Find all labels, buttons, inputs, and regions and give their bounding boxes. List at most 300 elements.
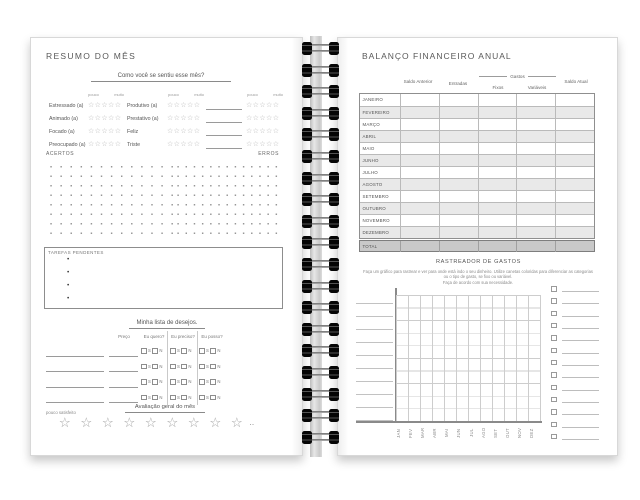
spiral-coil <box>302 193 339 206</box>
table-cell <box>439 203 478 214</box>
wishlist-price-line <box>109 387 138 388</box>
star-icons: ☆☆☆☆☆ <box>88 128 122 135</box>
table-cell <box>516 119 555 130</box>
coil-wire <box>310 244 331 246</box>
spiral-coil <box>302 431 339 444</box>
coil-wire <box>310 303 331 305</box>
legend-blank-line <box>562 340 599 341</box>
checkbox-yes <box>199 379 205 385</box>
coil-wire <box>310 174 331 176</box>
month-label: MARÇO <box>362 122 380 127</box>
coil-cap <box>329 172 339 185</box>
table-cell <box>400 107 439 118</box>
coil-cap <box>302 258 312 271</box>
no-label: N <box>188 348 192 354</box>
spiral-coil <box>302 42 339 55</box>
checkbox-no <box>152 395 158 401</box>
value-line <box>356 408 393 421</box>
legend-item <box>551 434 603 442</box>
table-cell <box>516 131 555 142</box>
no-label: N <box>188 379 192 385</box>
table-cell <box>555 94 594 106</box>
table-cell <box>478 241 517 252</box>
star-icon: ☆ <box>230 415 243 430</box>
wishlist-item-line <box>46 402 104 403</box>
value-line <box>356 382 393 395</box>
yes-label: S <box>148 379 151 385</box>
table-cell <box>400 191 439 202</box>
value-line <box>356 330 393 343</box>
table-cell <box>516 155 555 166</box>
coil-wire <box>310 238 331 240</box>
coil-cap <box>302 366 312 379</box>
table-cell <box>555 215 594 226</box>
wishlist-price-line <box>109 402 138 403</box>
legend-blank-line <box>562 377 599 378</box>
coil-wire <box>310 282 331 284</box>
coil-wire <box>310 66 331 68</box>
star-icons: ☆☆☆☆☆ <box>167 141 201 148</box>
wishlist-item-line <box>46 387 104 388</box>
coil-cap <box>302 172 312 185</box>
rating-heading: Avaliação geral do mês <box>125 404 205 413</box>
right-page <box>337 37 618 456</box>
checkbox-yes <box>141 395 147 401</box>
coil-wire <box>310 50 331 52</box>
mood-blank-line <box>206 114 242 123</box>
coil-wire <box>310 93 331 95</box>
gastos-dash-line <box>479 76 507 77</box>
axis-month-label: FEV <box>408 428 414 438</box>
checkbox-yes <box>170 348 176 354</box>
scale-max-label: muito <box>114 92 124 97</box>
coil-cap <box>329 323 339 336</box>
no-label: N <box>188 363 192 369</box>
table-cell <box>478 143 517 154</box>
table-cell <box>478 203 517 214</box>
yes-no-checkboxes <box>199 379 226 385</box>
chart-value-lines <box>356 291 393 421</box>
bullet-icon: • <box>67 295 70 302</box>
table-row <box>360 142 594 154</box>
no-label: N <box>159 379 163 385</box>
coil-wire <box>310 72 331 74</box>
table-cell <box>400 203 439 214</box>
table-cell <box>516 94 555 106</box>
star-icons: ☆☆☆☆☆ <box>167 128 201 135</box>
bullet-icon: • <box>67 282 70 289</box>
col-header-variaveis: Variáveis <box>527 85 547 90</box>
table-cell <box>555 119 594 130</box>
tarefas-pendentes-box <box>44 247 283 309</box>
yes-label: S <box>177 394 180 400</box>
tracker-chart-grid <box>396 295 541 422</box>
spiral-coil <box>302 128 339 141</box>
finance-total-row <box>359 240 595 252</box>
coil-cap <box>302 236 312 249</box>
wishlist-question-header: Eu posso? <box>201 334 223 339</box>
spiral-coil <box>302 366 339 379</box>
table-cell <box>400 143 439 154</box>
no-label: N <box>217 379 221 385</box>
star-icon: ☆ <box>80 415 93 430</box>
yes-label: S <box>148 348 151 354</box>
coil-cap <box>302 344 312 357</box>
coil-wire <box>310 346 331 348</box>
month-label: AGOSTO <box>362 182 383 187</box>
mood-label: Feliz <box>127 128 139 135</box>
star-icon: ☆ <box>144 415 157 430</box>
wishlist-item-line <box>46 371 104 372</box>
mood-row <box>49 112 282 125</box>
checkbox-no <box>181 379 187 385</box>
month-label: ABRIL <box>362 134 377 139</box>
coil-cap <box>329 128 339 141</box>
table-row <box>360 118 594 130</box>
left-page <box>30 37 303 456</box>
coil-wire <box>310 217 331 219</box>
table-cell <box>439 227 478 238</box>
value-line <box>356 395 393 408</box>
table-cell <box>439 155 478 166</box>
checkbox-no <box>181 364 187 370</box>
spiral-coil <box>302 215 339 228</box>
coil-cap <box>329 280 339 293</box>
coil-wire <box>310 266 331 268</box>
checkbox-yes <box>141 364 147 370</box>
spiral-coil <box>302 258 339 271</box>
coil-cap <box>302 301 312 314</box>
legend-item <box>551 372 603 380</box>
coil-wire <box>310 260 331 262</box>
coil-wire <box>310 352 331 354</box>
value-line <box>356 343 393 356</box>
table-cell <box>439 179 478 190</box>
table-cell <box>555 167 594 178</box>
spiral-coil <box>302 388 339 401</box>
table-row <box>360 166 594 178</box>
axis-month-label: SET <box>492 428 498 438</box>
yes-label: S <box>206 348 209 354</box>
legend-blank-line <box>562 291 599 292</box>
total-label: TOTAL <box>362 244 378 249</box>
table-cell <box>478 107 517 118</box>
wishlist-row <box>46 344 281 360</box>
legend-checkbox <box>551 434 557 440</box>
legend-item <box>551 422 603 430</box>
coil-cap <box>329 85 339 98</box>
table-cell <box>555 227 594 238</box>
rating-low-label: pouco satisfeito <box>46 410 76 415</box>
wishlist-rows <box>46 344 281 406</box>
mood-blank-line <box>206 127 242 136</box>
table-cell <box>478 167 517 178</box>
star-icons: ☆☆☆☆☆ <box>246 102 280 109</box>
coil-cap <box>302 323 312 336</box>
no-label: N <box>159 394 163 400</box>
table-cell <box>555 203 594 214</box>
table-cell <box>400 179 439 190</box>
tarefas-bullets <box>67 257 69 303</box>
star-icons: ☆☆☆☆☆ <box>88 141 122 148</box>
wishlist-question-header: Eu preciso? <box>171 334 195 339</box>
table-cell <box>478 155 517 166</box>
coil-wire <box>310 152 331 154</box>
coil-cap <box>329 215 339 228</box>
legend-blank-line <box>562 365 599 366</box>
legend-item <box>551 409 603 417</box>
table-row <box>360 94 594 106</box>
wishlist-price-header: Preço <box>118 334 130 339</box>
spiral-coil <box>302 150 339 163</box>
legend-item <box>551 323 603 331</box>
table-cell <box>516 227 555 238</box>
legend-item <box>551 348 603 356</box>
yes-label: S <box>177 363 180 369</box>
legend-checkbox <box>551 372 557 378</box>
coil-cap <box>329 42 339 55</box>
checkbox-no <box>210 364 216 370</box>
star-icons: ☆☆☆☆☆ <box>246 115 280 122</box>
checkbox-no <box>210 395 216 401</box>
instruction-line: Faça de acordo com sua necessidade. <box>442 279 514 285</box>
coil-wire <box>310 180 331 182</box>
mood-scale-labels <box>88 92 124 97</box>
coil-wire <box>310 396 331 398</box>
scale-min-label: pouco <box>88 92 99 97</box>
table-cell <box>555 143 594 154</box>
no-label: N <box>188 394 192 400</box>
axis-month-label: AGO <box>480 427 486 439</box>
table-cell <box>516 203 555 214</box>
star-icon: ☆ <box>209 415 222 430</box>
chart-legend <box>551 286 603 446</box>
checkbox-no <box>181 348 187 354</box>
yes-no-checkboxes <box>170 395 197 401</box>
yes-no-checkboxes <box>199 364 226 370</box>
instruction-line: ou o tipo de gasto, se fixo ou variável. <box>443 274 513 280</box>
checkbox-yes <box>199 348 205 354</box>
value-line <box>356 356 393 369</box>
mood-blank-line <box>206 101 242 110</box>
coil-wire <box>310 439 331 441</box>
star-icons: ☆☆☆☆☆ <box>246 128 280 135</box>
coil-cap <box>302 431 312 444</box>
table-cell <box>555 107 594 118</box>
legend-checkbox <box>551 409 557 415</box>
wishlist-heading: Minha lista de desejos. <box>129 320 205 329</box>
table-cell <box>516 191 555 202</box>
no-label: N <box>159 363 163 369</box>
no-label: N <box>217 394 221 400</box>
table-cell <box>478 179 517 190</box>
mood-rows <box>49 99 282 151</box>
legend-checkbox <box>551 397 557 403</box>
table-cell <box>555 241 594 252</box>
coil-cap <box>302 409 312 422</box>
rating-stars <box>54 414 256 432</box>
coil-cap <box>302 42 312 55</box>
coil-wire <box>310 390 331 392</box>
axis-month-label: NOV <box>516 427 522 439</box>
coil-wire <box>310 417 331 419</box>
axis-month-label: JUN <box>456 428 462 438</box>
legend-checkbox <box>551 360 557 366</box>
spiral-coil <box>302 344 339 357</box>
coil-wire <box>310 195 331 197</box>
wishlist-question-header: Eu quero? <box>143 334 165 339</box>
bullet-icon: • <box>67 256 70 263</box>
table-row <box>360 214 594 226</box>
star-icons: ☆☆☆☆☆ <box>246 141 280 148</box>
checkbox-yes <box>170 364 176 370</box>
scale-max-label: muito <box>273 92 283 97</box>
axis-month-label: DEZ <box>529 428 535 438</box>
coil-cap <box>329 301 339 314</box>
yes-label: S <box>206 394 209 400</box>
star-icon: ☆ <box>101 415 114 430</box>
yes-no-checkboxes <box>141 379 168 385</box>
table-row <box>360 226 594 238</box>
legend-checkbox <box>551 286 557 292</box>
legend-item <box>551 298 603 306</box>
table-cell <box>478 131 517 142</box>
scale-min-label: pouco <box>168 92 179 97</box>
coil-wire <box>310 288 331 290</box>
ellipsis-dots: ‥ <box>249 420 257 427</box>
axis-month-label: MAI <box>444 428 450 438</box>
scale-min-label: pouco <box>247 92 258 97</box>
coil-cap <box>302 128 312 141</box>
mood-label: Triste <box>127 141 141 148</box>
legend-item <box>551 311 603 319</box>
coil-wire <box>310 130 331 132</box>
month-label: OUTUBRO <box>362 206 386 211</box>
value-line <box>356 304 393 317</box>
spiral-coil <box>302 107 339 120</box>
tarefas-label: TAREFAS PENDENTES <box>48 250 104 255</box>
wishlist-row <box>46 375 281 391</box>
spiral-coil <box>302 85 339 98</box>
checkbox-yes <box>199 364 205 370</box>
table-row <box>360 106 594 118</box>
legend-blank-line <box>562 414 599 415</box>
coil-wire <box>310 309 331 311</box>
checkbox-no <box>181 395 187 401</box>
mood-blank-line <box>206 140 242 149</box>
legend-item <box>551 335 603 343</box>
coil-wire <box>310 368 331 370</box>
mood-row <box>49 125 282 138</box>
mood-row <box>49 99 282 112</box>
yes-no-checkboxes <box>141 395 168 401</box>
coil-cap <box>329 366 339 379</box>
table-row <box>360 154 594 166</box>
month-label: MAIO <box>362 146 375 151</box>
month-label: NOVEMBRO <box>362 218 390 223</box>
yes-no-checkboxes <box>170 348 197 354</box>
mood-scale-labels <box>247 92 283 97</box>
table-row <box>360 190 594 202</box>
value-line <box>356 291 393 304</box>
no-label: N <box>159 348 163 354</box>
coil-cap <box>302 215 312 228</box>
coil-cap <box>329 64 339 77</box>
checkbox-no <box>210 348 216 354</box>
wishlist-price-line <box>109 371 138 372</box>
col-header-fixos: Fixos <box>492 85 504 90</box>
spiral-coil <box>302 409 339 422</box>
coil-cap <box>329 344 339 357</box>
legend-checkbox <box>551 323 557 329</box>
legend-item <box>551 286 603 294</box>
yes-no-checkboxes <box>170 364 197 370</box>
axis-month-label: OUT <box>504 428 510 438</box>
axis-month-label: JAN <box>396 428 401 438</box>
checkbox-yes <box>141 348 147 354</box>
month-label: SETEMBRO <box>362 194 389 199</box>
legend-item <box>551 385 603 393</box>
table-cell <box>478 191 517 202</box>
table-row <box>360 130 594 142</box>
coil-wire <box>310 136 331 138</box>
checkbox-no <box>152 364 158 370</box>
erros-dot-grid <box>174 162 280 234</box>
table-cell <box>516 179 555 190</box>
spiral-coil <box>302 172 339 185</box>
axis-month-label: JUL <box>468 428 474 438</box>
tracker-instructions <box>342 269 614 285</box>
value-line <box>356 369 393 382</box>
legend-checkbox <box>551 298 557 304</box>
legend-checkbox <box>551 348 557 354</box>
coil-wire <box>310 331 331 333</box>
legend-blank-line <box>562 328 599 329</box>
star-icon: ☆ <box>187 415 200 430</box>
col-header-saldo-anterior: Saldo Anterior <box>403 79 433 84</box>
table-cell <box>400 119 439 130</box>
table-cell <box>516 107 555 118</box>
yes-no-checkboxes <box>199 395 226 401</box>
table-cell <box>400 94 439 106</box>
yes-no-checkboxes <box>141 364 168 370</box>
col-header-saldo-atual: Saldo Atual <box>564 79 588 84</box>
coil-cap <box>302 64 312 77</box>
yes-no-checkboxes <box>170 379 197 385</box>
mood-label: Animado (a) <box>49 115 78 122</box>
checkbox-no <box>152 379 158 385</box>
coil-wire <box>310 411 331 413</box>
no-label: N <box>217 348 221 354</box>
axis-month-label: ABR <box>432 428 438 438</box>
star-icons: ☆☆☆☆☆ <box>167 115 201 122</box>
table-cell <box>400 155 439 166</box>
no-label: N <box>217 363 221 369</box>
coil-wire <box>310 109 331 111</box>
mood-label: Produtivo (a) <box>127 102 158 109</box>
coil-wire <box>310 44 331 46</box>
coil-cap <box>329 236 339 249</box>
bullet-icon: • <box>67 269 70 276</box>
checkbox-no <box>210 379 216 385</box>
coil-cap <box>329 409 339 422</box>
yes-label: S <box>206 379 209 385</box>
coil-cap <box>329 388 339 401</box>
table-cell <box>400 227 439 238</box>
col-header-gastos: Gastos <box>510 74 525 79</box>
coil-cap <box>329 107 339 120</box>
coil-wire <box>310 201 331 203</box>
